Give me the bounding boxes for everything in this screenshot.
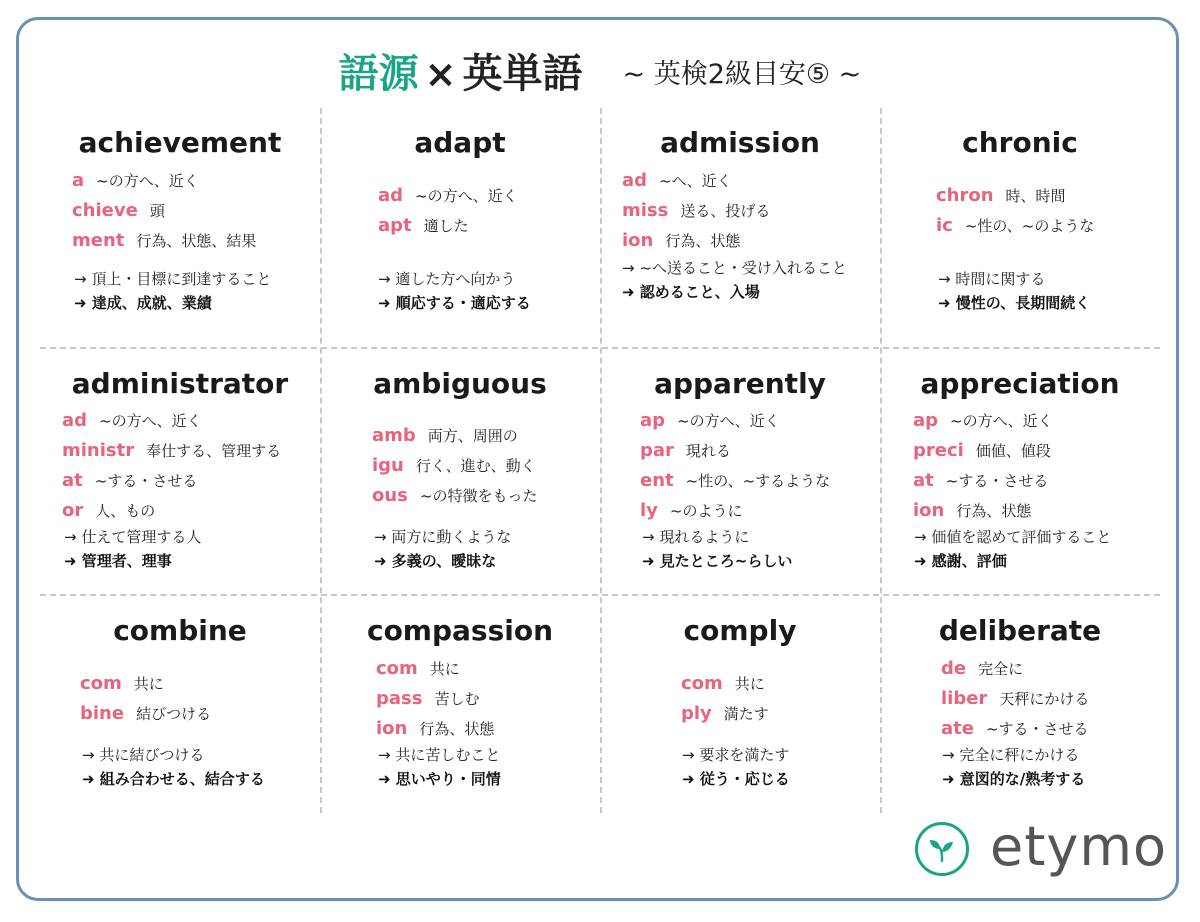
etymon-meaning: 価値、値段 [975,442,1051,460]
word-title: compassion [366,614,554,647]
etymon-part: com [80,673,122,694]
word-meaning: ➜ 組み合わせる、結合する [82,770,265,788]
derivation-note: → 共に苦しむこと [378,746,501,764]
etymon-meaning: ~の方へ、近く [415,187,518,205]
etymon-part: apt [378,215,412,236]
etymon-meaning: ~する・させる [94,472,198,490]
column-divider [600,108,602,813]
word-title: comply [683,614,797,647]
etymon-row [941,684,1089,714]
column-divider [320,108,322,813]
etymon-part: ap [640,410,666,431]
row-divider [40,347,1160,349]
etymon-row [62,406,281,436]
etymon-part: pass [376,688,423,709]
etymon-meaning: 人、もの [95,502,156,520]
etymon-part: ent [640,470,674,491]
etymon-meaning: ~性の、~するような [685,472,831,490]
derivation-note: → 共に結びつける [82,746,205,764]
etymon-row [80,699,211,729]
word-title: appreciation [920,367,1120,400]
etymon-meaning: 完全に [978,660,1024,678]
derivation-note: → 時間に関する [938,270,1046,288]
etymon-meaning: 行く、進む、動く [415,457,536,475]
etymon-part: ic [936,215,953,236]
word-title: deliberate [938,614,1102,647]
etymon-row [62,466,281,496]
etymon-row [936,211,1094,241]
word-meaning: ➜ 感謝、評価 [914,552,1007,570]
word-title: ambiguous [373,367,547,400]
etymon-part: ply [681,703,712,724]
page-title [0,42,1200,99]
etymon-row [72,196,256,226]
etymon-row [372,421,537,451]
etymon-meaning: 天秤にかける [999,690,1090,708]
etymon-part: chron [936,185,994,206]
etymon-row [72,166,256,196]
word-meaning: ➜ 順応する・適応する [378,294,531,312]
etymon-row [378,181,518,211]
word-meaning: ➜ 達成、成就、業績 [74,294,212,312]
etymon-row [376,654,494,684]
etymon-meaning: ~の方へ、近く [950,412,1053,430]
brand-logo-text: etymo [990,815,1167,878]
etymon-part: ministr [62,440,135,461]
etymon-row [80,669,211,699]
etymon-meaning: 苦しむ [434,690,480,708]
etymon-meaning: 頭 [149,202,165,220]
etymon-row [913,436,1053,466]
etymon-meaning: ~性の、~のような [964,217,1095,235]
etymon-row [681,699,769,729]
etymon-part: miss [622,200,669,221]
etymon-part: ion [376,718,408,739]
word-title: achievement [78,126,282,159]
etymon-meaning: 行為、状態 [956,502,1032,520]
etymon-meaning: 共に [133,675,164,693]
etymon-row [622,166,770,196]
derivation-note: → 仕えて管理する人 [64,528,202,546]
etymon-part: ly [640,500,658,521]
etymon-meaning: ~する・させる [945,472,1049,490]
word-title: administrator [71,367,289,400]
etymon-part: at [913,470,934,491]
etymon-meaning: ~の方へ、近く [96,172,199,190]
derivation-note: → 両方に動くような [374,528,512,546]
derivation-note: → 価値を認めて評価すること [914,528,1112,546]
etymon-part: ion [622,230,654,251]
etymon-row [640,466,830,496]
word-title: combine [113,614,247,647]
etymon-row [72,226,256,256]
etymon-row [376,714,494,744]
etymon-part: ad [622,170,648,191]
etymon-part: bine [80,703,125,724]
etymon-part: ad [62,410,88,431]
etymon-meaning: ~の特徴をもった [419,487,538,505]
etymon-row [913,496,1053,526]
etymon-part: com [681,673,723,694]
etymon-meaning: 時、時間 [1005,187,1066,205]
etymon-row [913,406,1053,436]
word-title: apparently [654,367,826,400]
etymon-row [372,481,537,511]
etymon-part: ad [378,185,404,206]
etymon-part: or [62,500,84,521]
etymon-meaning: 送る、投げる [680,202,771,220]
word-meaning: ➜ 従う・応じる [682,770,790,788]
etymon-row [640,496,830,526]
word-meaning: ➜ 思いやり・同情 [378,770,501,788]
column-divider [880,108,882,813]
word-meaning: ➜ 認めること、入場 [622,283,760,301]
word-meaning: ➜ 意図的な/熟考する [942,770,1086,788]
title-cross: × [424,52,457,96]
derivation-note: → 完全に秤にかける [942,746,1080,764]
etymon-part: ion [913,500,945,521]
etymon-meaning: 現れる [685,442,731,460]
derivation-note: → ~へ送ること・受け入れること [622,259,847,277]
page-subtitle: ~ 英検2級目安⑤ ~ [622,59,862,90]
etymon-part: liber [941,688,988,709]
etymon-row [378,211,518,241]
title-english-words: 英単語 [462,51,583,97]
etymon-row [681,669,769,699]
row-divider [40,594,1160,596]
etymon-meaning: ~へ、近く [659,172,732,190]
etymon-row [941,714,1089,744]
etymon-meaning: 両方、周囲の [427,427,518,445]
etymon-part: a [72,170,85,191]
etymon-part: par [640,440,674,461]
word-title: adapt [414,126,506,159]
derivation-note: → 現れるように [642,528,750,546]
word-title: admission [660,126,820,159]
etymon-part: ap [913,410,939,431]
etymon-meaning: 奉仕する、管理する [146,442,282,460]
etymon-part: amb [372,425,416,446]
word-meaning: ➜ 見たところ~らしい [642,552,793,570]
etymon-part: ous [372,485,408,506]
etymon-row [622,226,770,256]
etymon-row [640,406,830,436]
etymon-meaning: 満たす [723,705,769,723]
etymon-meaning: ~の方へ、近く [99,412,202,430]
etymon-meaning: 行為、状態 [419,720,495,738]
derivation-note: → 要求を満たす [682,746,790,764]
etymon-meaning: 適した [423,217,469,235]
etymon-part: ment [72,230,125,251]
etymon-meaning: 行為、状態 [665,232,741,250]
word-meaning: ➜ 慢性の、長期間続く [938,294,1091,312]
derivation-note: → 頂上・目標に到達すること [74,270,272,288]
etymon-meaning: 共に [734,675,765,693]
word-title: chronic [962,126,1078,159]
etymon-meaning: 結びつける [136,705,212,723]
title-etymology: 語源 [338,51,419,97]
etymon-row [622,196,770,226]
word-meaning: ➜ 管理者、理事 [64,552,172,570]
etymon-part: preci [913,440,964,461]
etymon-row [62,496,281,526]
etymon-part: igu [372,455,404,476]
etymon-meaning: ~のように [669,502,743,520]
etymon-meaning: 行為、状態、結果 [136,232,257,250]
etymon-part: ate [941,718,974,739]
etymon-meaning: 共に [429,660,460,678]
etymon-meaning: ~の方へ、近く [677,412,780,430]
etymon-part: at [62,470,83,491]
etymon-part: com [376,658,418,679]
etymon-part: de [941,658,967,679]
etymon-meaning: ~する・させる [985,720,1089,738]
word-meaning: ➜ 多義の、曖昧な [374,552,497,570]
etymon-row [936,181,1094,211]
etymon-row [376,684,494,714]
etymon-part: chieve [72,200,138,221]
etymon-row [372,451,537,481]
etymon-row [640,436,830,466]
etymon-row [913,466,1053,496]
etymon-row [62,436,281,466]
leaf-sprout-icon [915,822,969,876]
derivation-note: → 適した方へ向かう [378,270,516,288]
etymon-row [941,654,1089,684]
